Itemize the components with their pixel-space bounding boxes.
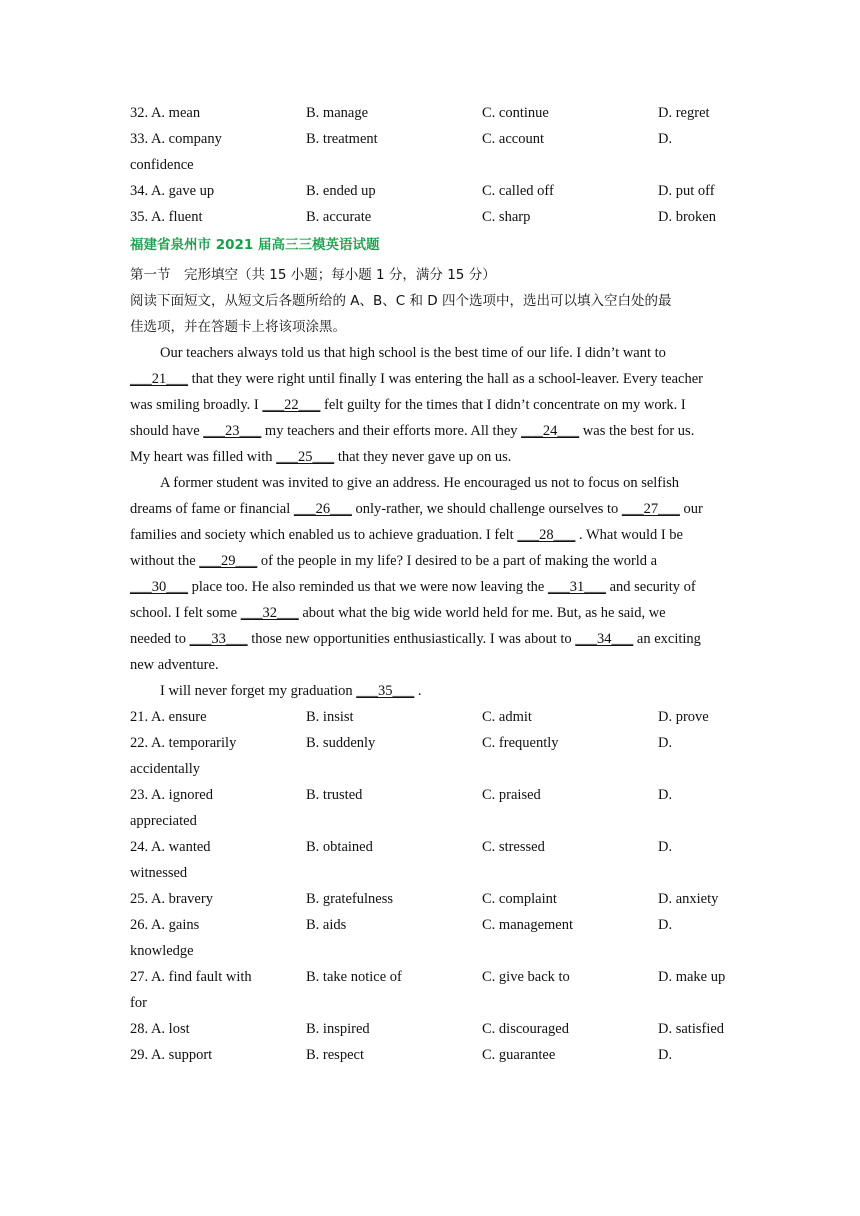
blank-34: ___34___ [575, 631, 634, 647]
option-c: C. praised [482, 787, 541, 803]
option-a: 21. A. ensure [130, 709, 207, 725]
blank-35: ___35___ [356, 683, 415, 699]
option-row [130, 126, 730, 152]
option-d: D. [658, 917, 673, 933]
option-row [130, 782, 730, 808]
option-d: D. put off [658, 183, 715, 199]
passage-paragraph-3 [130, 678, 730, 704]
option-row [130, 704, 730, 730]
passage-line: ___30___ place too. He also reminded us that we were now leaving the ___31___ and security of [130, 579, 696, 595]
option-c: C. complaint [482, 891, 557, 907]
option-row [130, 912, 730, 938]
option-b: B. respect [306, 1047, 364, 1063]
passage-line: ___21___ that they were right until finally I was entering the hall as a school-leaver. Every teacher [130, 371, 703, 387]
option-row [130, 730, 730, 756]
option-a: 24. A. wanted [130, 839, 211, 855]
passage-line: My heart was filled with ___25___ that they never gave up on us. [130, 449, 512, 465]
section-heading: 第一节 完形填空（共 15 小题；每小题 1 分，满分 15 分） [130, 267, 496, 283]
option-d: D. [658, 1047, 673, 1063]
option-b: B. accurate [306, 209, 372, 225]
option-row [130, 100, 730, 126]
option-a: 34. A. gave up [130, 183, 215, 199]
option-c: C. guarantee [482, 1047, 556, 1063]
blank-24: ___24___ [521, 423, 580, 439]
passage-paragraph-1 [130, 340, 730, 470]
option-d: D. broken [658, 209, 716, 225]
blank-22: ___22___ [262, 397, 321, 413]
option-d-continuation: accidentally [130, 761, 201, 777]
option-c: C. discouraged [482, 1021, 569, 1037]
passage-line: I will never forget my graduation ___35___ . [160, 683, 422, 699]
blank-23: ___23___ [203, 423, 262, 439]
option-c: C. account [482, 131, 545, 147]
option-a: 26. A. gains [130, 917, 200, 933]
option-b: B. gratefulness [306, 891, 393, 907]
option-a: 22. A. temporarily [130, 735, 237, 751]
option-b: B. obtained [306, 839, 373, 855]
option-row [130, 1042, 730, 1068]
option-d-continuation: knowledge [130, 943, 194, 959]
option-b: B. manage [306, 105, 369, 121]
option-d: D. satisfied [658, 1021, 725, 1037]
instructions-line-2: 佳选项，并在答题卡上将该项涂黑。 [130, 319, 346, 335]
option-b: B. ended up [306, 183, 376, 199]
passage-line: needed to ___33___ those new opportunities enthusiastically. I was about to ___34___ an exciting [130, 631, 701, 647]
option-b: B. insist [306, 709, 354, 725]
option-row [130, 964, 730, 990]
option-a: 25. A. bravery [130, 891, 213, 907]
previous-question-options [130, 100, 730, 230]
option-d-continuation: witnessed [130, 865, 188, 881]
option-d-continuation: appreciated [130, 813, 197, 829]
option-d: D. prove [658, 709, 709, 725]
blank-29: ___29___ [199, 553, 258, 569]
option-row [130, 886, 730, 912]
blank-30: ___30___ [130, 579, 188, 595]
passage-line: dreams of fame or financial ___26___ only-rather, we should challenge ourselves to ___27___ our [130, 501, 703, 517]
passage-line: Our teachers always told us that high school is the best time of our life. I didn’t want to [160, 345, 666, 361]
passage-paragraph-2 [130, 470, 730, 678]
option-b: B. aids [306, 917, 347, 933]
option-a: 23. A. ignored [130, 787, 213, 803]
blank-28: ___28___ [517, 527, 576, 543]
blank-21: ___21___ [130, 371, 188, 387]
blank-27: ___27___ [621, 501, 680, 517]
option-d: D. [658, 735, 673, 751]
option-d: D. [658, 131, 673, 147]
option-row [130, 1016, 730, 1042]
option-a: 28. A. lost [130, 1021, 190, 1037]
option-a: 29. A. support [130, 1047, 213, 1063]
option-c: C. sharp [482, 209, 531, 225]
passage-line: should have ___23___ my teachers and their efforts more. All they ___24___ was the best for us. [130, 423, 695, 439]
option-a: 32. A. mean [130, 105, 201, 121]
option-d-continuation: confidence [130, 157, 194, 173]
option-d: D. regret [658, 105, 710, 121]
blank-25: ___25___ [276, 449, 335, 465]
option-d: D. [658, 787, 673, 803]
blank-33: ___33___ [189, 631, 248, 647]
blank-31: ___31___ [547, 579, 606, 595]
option-row [130, 178, 730, 204]
option-d: D. [658, 839, 673, 855]
blank-32: ___32___ [240, 605, 299, 621]
option-c: C. called off [482, 183, 554, 199]
exam-title: 福建省泉州市 2021 届高三三模英语试题 [130, 237, 380, 253]
option-d: D. make up [658, 969, 726, 985]
passage-line: was smiling broadly. I ___22___ felt guilty for the times that I didn’t concentrate on my work. I [130, 397, 686, 413]
option-d: D. anxiety [658, 891, 719, 907]
question-options [130, 704, 730, 1068]
option-a: 27. A. find fault with [130, 969, 252, 985]
passage-line: without the ___29___ of the people in my life? I desired to be a part of making the world a [130, 553, 658, 569]
passage-line: school. I felt some ___32___ about what the big wide world held for me. But, as he said, we [130, 605, 666, 621]
option-c: C. admit [482, 709, 532, 725]
option-c: C. frequently [482, 735, 559, 751]
option-b: B. inspired [306, 1021, 370, 1037]
blank-26: ___26___ [293, 501, 352, 517]
option-d-continuation: for [130, 995, 147, 1011]
passage-line: A former student was invited to give an address. He encouraged us not to focus on selfish [160, 475, 680, 491]
option-b: B. trusted [306, 787, 363, 803]
option-c: C. management [482, 917, 574, 933]
option-a: 35. A. fluent [130, 209, 203, 225]
option-c: C. give back to [482, 969, 570, 985]
option-row [130, 834, 730, 860]
option-c: C. continue [482, 105, 549, 121]
option-b: B. suddenly [306, 735, 376, 751]
passage-line: new adventure. [130, 657, 219, 673]
option-c: C. stressed [482, 839, 545, 855]
option-b: B. take notice of [306, 969, 402, 985]
option-b: B. treatment [306, 131, 378, 147]
instructions-line-1: 阅读下面短文，从短文后各题所给的 A、B、C 和 D 四个选项中，选出可以填入空白处的最 [130, 293, 672, 309]
passage-line: families and society which enabled us to achieve graduation. I felt ___28___ . What would I be [130, 527, 683, 543]
document-content [130, 100, 730, 1068]
option-a: 33. A. company [130, 131, 222, 147]
option-row [130, 204, 730, 230]
